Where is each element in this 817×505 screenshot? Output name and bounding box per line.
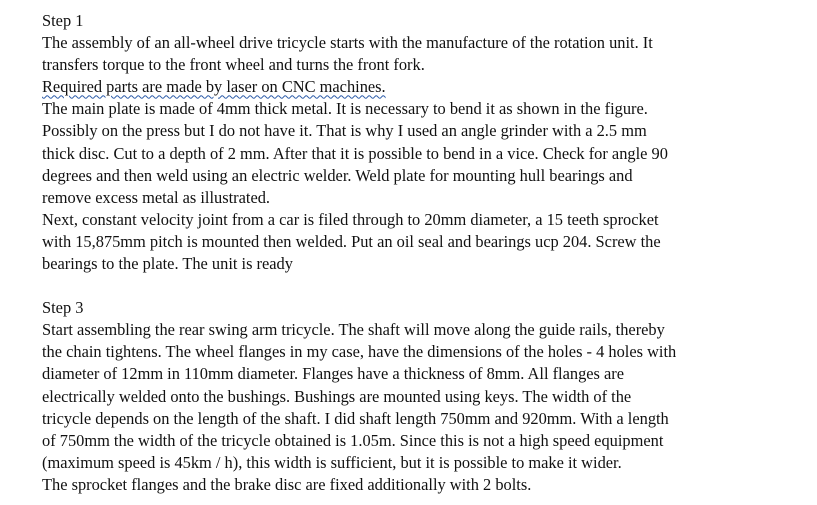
step-3-heading: Step 3 (42, 298, 84, 318)
step-3-line: of 750mm the width of the tricycle obtained is 1.05m. Since this is not a high speed equipment (42, 430, 664, 450)
step-1-line: The assembly of an all-wheel drive tricycle starts with the manufacture of the rotation unit. It (42, 33, 653, 53)
step-3-line: the chain tightens. The wheel flanges in my case, have the dimensions of the holes - 4 holes with (42, 342, 677, 362)
step-3-line: The sprocket flanges and the brake disc are fixed additionally with 2 bolts. (42, 474, 532, 494)
step-1-line: remove excess metal as illustrated. (42, 187, 271, 207)
step-3-line: Start assembling the rear swing arm tricycle. The shaft will move along the guide rails, thereby (42, 320, 665, 340)
paragraph-gap (42, 275, 812, 297)
step-1-line: degrees and then weld using an electric welder. Weld plate for mounting hull bearings and (42, 165, 633, 185)
step-1-line: Next, constant velocity joint from a car is filed through to 20mm diameter, a 15 teeth sprocket (42, 209, 659, 229)
step-1-line: The main plate is made of 4mm thick metal. It is necessary to bend it as shown in the figure. (42, 99, 648, 119)
step-3-line: diameter of 12mm in 110mm diameter. Flanges have a thickness of 8mm. All flanges are (42, 364, 625, 384)
step-3-line: (maximum speed is 45km / h), this width is sufficient, but it is possible to make it wider. (42, 452, 622, 472)
step-1-line: with 15,875mm pitch is mounted then welded. Put an oil seal and bearings ucp 204. Screw the (42, 231, 661, 251)
step-3-line: tricycle depends on the length of the shaft. I did shaft length 750mm and 920mm. With a length (42, 408, 669, 428)
step-1-heading: Step 1 (42, 11, 84, 30)
step-1-line: Possibly on the press but I do not have it. That is why I used an angle grinder with a 2.5 mm (42, 121, 647, 141)
step-1-line: bearings to the plate. The unit is ready (42, 254, 293, 274)
step-1-line: Required parts are made by laser on CNC machines. (42, 77, 386, 97)
document-body (42, 10, 812, 496)
step-1-line: transfers torque to the front wheel and turns the front fork. (42, 55, 425, 75)
step-3-line: electrically welded onto the bushings. Bushings are mounted using keys. The width of the (42, 386, 632, 406)
step-1-line: thick disc. Cut to a depth of 2 mm. After that it is possible to bend in a vice. Check for angle 90 (42, 143, 668, 163)
